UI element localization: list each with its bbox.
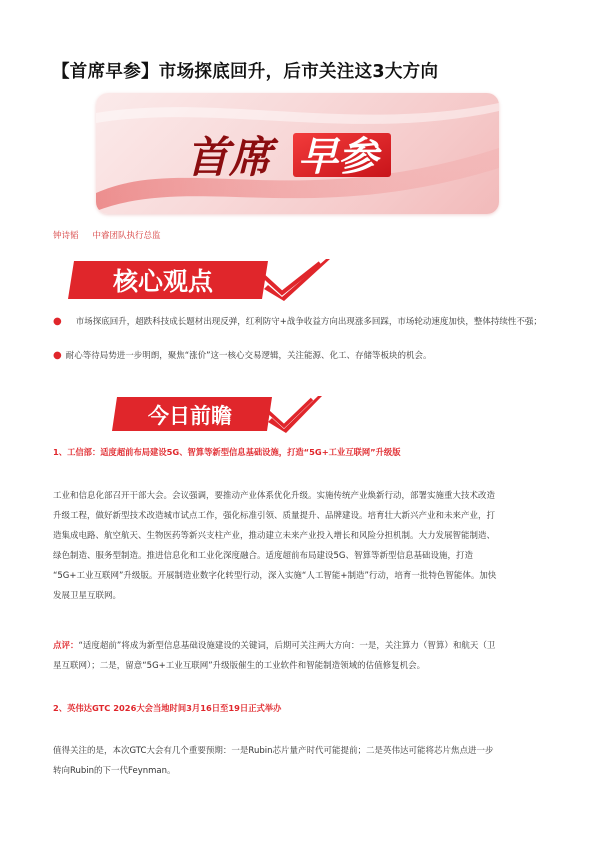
core-point-2: ● 耐心等待局势进一步明朗，聚焦“涨价”这一核心交易逻辑，关注能源、化工、存储等板块的机会。: [53, 350, 432, 361]
item1-comment: 点评：“适度超前”将成为新型信息基础设施建设的关键词，后期可关注两大方向：一是，关注算力（智算）和航天（卫 星互联网）；二是，留意“5G+工业互联网”升级版催生的工业软件和智能制造领域的估值修复机会。: [53, 641, 496, 671]
banner-image: [96, 93, 499, 214]
bullet-dot-icon: ●: [53, 316, 62, 327]
byline: [53, 229, 175, 241]
author-position: 中睿团队执行总监: [92, 231, 161, 241]
comment-label: 点评：: [53, 641, 79, 651]
item2-body: 值得关注的是，本次GTC大会有几个重要预期：一是Rubin芯片量产时代可能提前；二是英伟达可能将芯片焦点进一步 转向Rubin的下一代Feynman。: [53, 746, 494, 776]
section-heading-core: [68, 257, 330, 303]
page-title: 【首席早参】市场探底回升，后市关注这3大方向: [52, 62, 439, 82]
banner-text-part2: 早参: [298, 134, 378, 180]
banner-text-part1: 首席: [186, 133, 272, 183]
banner-graphic: [96, 93, 499, 214]
section-heading-preview: [112, 394, 322, 434]
bullet-dot-icon: ●: [53, 350, 62, 361]
item1-body: 工业和信息化部召开干部大会。会议强调，要推动产业体系优化升级。实施传统产业焕新行动，部署实施重大技术改造 升级工程，做好新型技术改造城市试点工作，强化标准引领、质量提升、品牌建设。培育壮大新兴产业和未来产业，打 造集成电路、航空航天、生物医药等新兴支柱产业，推动建立未来产业投入增长和风险分担机制。大力发展智能制造、 绿色制造、服务型制造。推进信息化和工业化深度融合。适度超前布局建设5G、智算等新型信息基础设施，打造 “5G+工业互联网”升级版。开展制造业数字化转型行动，深入实施“人工智能+制造”行动，培育一批特色智能体。加快 发展卫星互联网。: [53, 491, 497, 601]
item1-heading: 1、工信部：适度超前布局建设5G、智算等新型信息基础设施，打造“5G+工业互联网”升级版: [53, 447, 401, 457]
author-name: 钟诗韬: [53, 231, 79, 241]
section-heading-preview-text: 今日前瞻: [148, 404, 232, 428]
core-point-1: ● 市场探底回升，超跌科技成长题材出现反弹，红利防守+战争收益方向出现涨多回踩，市场轮动速度加快，整体持续性不强；: [53, 316, 542, 327]
item2-heading: 2、英伟达GTC 2026大会当地时间3月16日至19日正式举办: [53, 703, 282, 713]
section-heading-core-text: 核心观点: [113, 267, 214, 296]
